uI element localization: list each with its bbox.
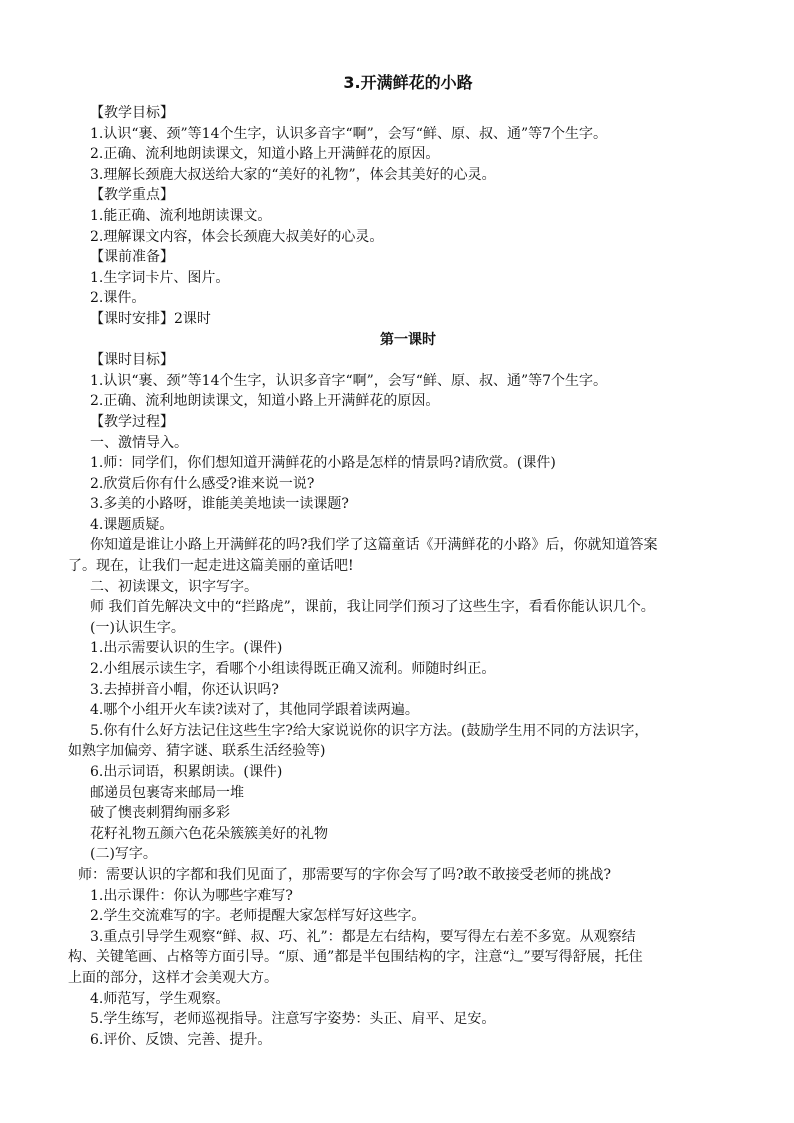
paragraph-line: 如熟字加偏旁、猜字谜、联系生活经验等) bbox=[68, 743, 326, 760]
intro-2: 2.欣赏后你有什么感受?谁来说一说? bbox=[90, 475, 315, 492]
document-page bbox=[68, 72, 726, 1050]
heading-preparation: 【课前准备】 bbox=[90, 249, 174, 266]
key-point-2: 2.理解课文内容，体会长颈鹿大叔美好的心灵。 bbox=[90, 228, 384, 245]
word-row-1: 邮递员包裹寄来邮局一堆 bbox=[90, 784, 244, 801]
heading-teaching-goals: 【教学目标】 bbox=[90, 105, 174, 121]
paragraph-answer bbox=[68, 535, 726, 576]
prep-2: 2.课件。 bbox=[90, 290, 146, 307]
writing-4: 4.师范写，学生观察。 bbox=[90, 990, 230, 1007]
recognize-1: 1.出示需要认识的生字。(课件) bbox=[90, 640, 283, 657]
word-row-2: 破了懊丧刺猬绚丽多彩 bbox=[90, 805, 230, 822]
heading-period-goals: 【课时目标】 bbox=[90, 352, 174, 369]
paragraph-line: 构、关键笔画、占格等方面引导。“原、通”都是半包围结构的字，注意“辶”要写得舒展，托住 bbox=[68, 949, 643, 966]
intro-3: 3.多美的小路呀，谁能美美地读一读课题? bbox=[90, 496, 349, 513]
paragraph-line: 5.你有什么好方法记住这些生字?给大家说说你的识字方法。(鼓励学生用不同的方法识字， bbox=[90, 722, 649, 739]
recognize-4: 4.哪个小组开火车读?读对了，其他同学跟着读两遍。 bbox=[90, 702, 419, 719]
goal-3: 3.理解长颈鹿大叔送给大家的“美好的礼物”，体会其美好的心灵。 bbox=[90, 166, 496, 183]
goal-2: 2.正确、流利地朗读课文，知道小路上开满鲜花的原因。 bbox=[90, 146, 440, 163]
schedule: 【课时安排】2课时 bbox=[90, 310, 211, 327]
period-goal-1: 1.认识“裹、颈”等14个生字，认识多音字“啊”，会写“鲜、原、叔、通”等7个生字。 bbox=[90, 372, 608, 389]
lesson-title: 3.开满鲜花的小路 bbox=[343, 73, 473, 92]
teacher-line: 师 我们首先解决文中的“拦路虎”，课前，我让同学们预习了这些生字，看看你能认识几个。 bbox=[90, 599, 655, 616]
heading-key-points: 【教学重点】 bbox=[90, 187, 174, 204]
recognize-3: 3.去掉拼音小帽，你还认识吗? bbox=[90, 681, 279, 698]
paragraph-line: 你知道是谁让小路上开满鲜花的吗?我们学了这篇童话《开满鲜花的小路》后，你就知道答案 bbox=[90, 537, 658, 554]
key-point-1: 1.能正确、流利地朗读课文。 bbox=[90, 207, 272, 224]
sub-heading-writing: (二)写字。 bbox=[90, 846, 157, 863]
sub-heading-recognize: (一)认识生字。 bbox=[90, 619, 185, 636]
word-row-3: 花籽礼物五颜六色花朵簇簇美好的礼物 bbox=[90, 825, 328, 842]
writing-5: 5.学生练写，老师巡视指导。注意写字姿势：头正、肩平、足安。 bbox=[90, 1011, 496, 1028]
prep-1: 1.生字词卡片、图片。 bbox=[90, 269, 230, 286]
writing-2: 2.学生交流难写的字。老师提醒大家怎样写好这些字。 bbox=[90, 908, 426, 925]
writing-1: 1.出示课件：你认为哪些字难写? bbox=[90, 887, 293, 904]
paragraph-methods bbox=[68, 721, 726, 762]
recognize-6: 6.出示词语，积累朗读。(课件) bbox=[90, 764, 283, 780]
section-title: 第一课时 bbox=[380, 331, 436, 348]
teacher-challenge: 师：需要认识的字都和我们见面了，那需要写的字你会写了吗?敢不敢接受老师的挑战? bbox=[78, 866, 612, 883]
intro-1: 1.师：同学们，你们想知道开满鲜花的小路是怎样的情景吗?请欣赏。(课件) bbox=[90, 455, 556, 472]
writing-6: 6.评价、反馈、完善、提升。 bbox=[90, 1031, 272, 1048]
recognize-2: 2.小组展示读生字，看哪个小组读得既正确又流利。师随时纠正。 bbox=[90, 661, 496, 678]
intro-4: 4.课题质疑。 bbox=[90, 516, 174, 533]
period-goal-2: 2.正确、流利地朗读课文，知道小路上开满鲜花的原因。 bbox=[90, 393, 440, 410]
paragraph-line: 了。现在，让我们一起走进这篇美丽的童话吧! bbox=[68, 558, 354, 575]
heading-process: 【教学过程】 bbox=[90, 413, 174, 430]
paragraph-line: 上面的部分，这样才会美观大方。 bbox=[68, 969, 278, 986]
goal-1: 1.认识“裹、颈”等14个生字，认识多音字“啊”，会写“鲜、原、叔、通”等7个生字。 bbox=[90, 125, 608, 142]
step-intro: 一、激情导入。 bbox=[90, 434, 188, 451]
paragraph-observe bbox=[68, 927, 726, 989]
paragraph-line: 3.重点引导学生观察“鲜、叔、巧、礼”：都是左右结构，要写得左右差不多宽。从观察结 bbox=[90, 928, 636, 945]
step-reading: 二、初读课文，识字写字。 bbox=[90, 578, 258, 595]
